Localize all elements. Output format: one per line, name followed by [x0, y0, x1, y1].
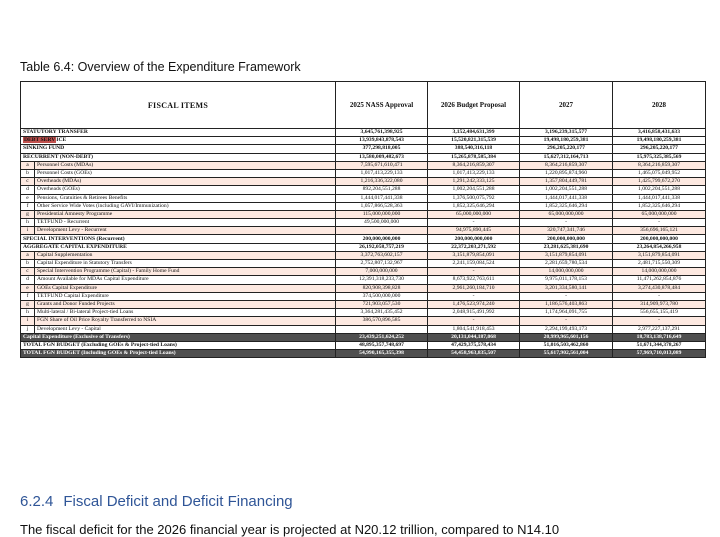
row-value: 892,204,551,288 — [336, 186, 428, 194]
row-label: TETFUND - Recurrent — [35, 219, 336, 227]
row-value: 1,174,964,091,755 — [520, 309, 613, 317]
table-row — [21, 137, 706, 145]
row-code: g — [21, 210, 35, 218]
row-value: 556,655,155,419 — [613, 309, 706, 317]
expenditure-framework-table — [20, 81, 706, 358]
row-label: SPECIAL INTERVENTIONS (Recurrent) — [21, 235, 336, 243]
row-value: 2,048,915,491,992 — [428, 309, 520, 317]
row-value: 7,595,671,610,471 — [336, 161, 428, 169]
row-value: 57,969,710,013,089 — [613, 350, 706, 358]
row-value: 49,500,000,000 — [336, 219, 428, 227]
row-value: 721,903,057,530 — [336, 300, 428, 308]
section-title: Fiscal Deficit and Deficit Financing — [63, 493, 293, 510]
table-row — [21, 169, 706, 177]
row-value: 23,281,625,381,690 — [520, 243, 613, 251]
table-row — [21, 145, 706, 153]
row-value: 23,264,854,266,958 — [613, 243, 706, 251]
row-value: 3,416,858,431,633 — [613, 129, 706, 137]
header-fiscal-items: FISCAL ITEMS — [21, 82, 336, 129]
row-label: Grants and Donor Funded Projects — [35, 300, 336, 308]
row-value: 296,205,220,177 — [613, 145, 706, 153]
section-number: 6.2.4 — [20, 493, 54, 510]
row-value: 314,909,973,780 — [613, 300, 706, 308]
row-label: Overheads (MDAs) — [35, 178, 336, 186]
header-2027: 2027 — [520, 82, 613, 129]
table-row — [21, 300, 706, 308]
row-value: 3,151,879,854,091 — [428, 251, 520, 259]
row-label: Overheads (GOEs) — [35, 186, 336, 194]
row-value: 1,186,576,403,863 — [520, 300, 613, 308]
table-row — [21, 276, 706, 284]
row-value: 1,804,541,918,453 — [428, 325, 520, 333]
row-value: 55,617,902,561,004 — [520, 350, 613, 358]
row-value: - — [428, 268, 520, 276]
row-label: Pensions, Gratuities & Retirees Benefits — [35, 194, 336, 202]
row-value: 356,696,165,121 — [613, 227, 706, 235]
row-value: - — [520, 292, 613, 300]
row-label — [21, 137, 336, 145]
row-value: 3,201,334,580,141 — [520, 284, 613, 292]
row-label: Other Service Wide Votes (including GAVI/Immunization) — [35, 202, 336, 210]
row-value: 18,783,138,716,649 — [613, 333, 706, 341]
row-label: SINKING FUND — [21, 145, 336, 153]
row-value: 12,391,318,233,730 — [336, 276, 428, 284]
row-value: 54,458,963,835,507 — [428, 350, 520, 358]
row-value: 14,000,000,000 — [613, 268, 706, 276]
row-value: 820,908,398,828 — [336, 284, 428, 292]
row-value: 1,852,325,646,294 — [428, 202, 520, 210]
row-value: 1,220,895,874,960 — [520, 169, 613, 177]
row-value: 2,241,159,084,524 — [428, 260, 520, 268]
row-code: c — [21, 268, 35, 276]
row-value: 8,673,922,763,611 — [428, 276, 520, 284]
row-code: i — [21, 317, 35, 325]
row-value: 8,364,216,859,307 — [428, 161, 520, 169]
row-value: 22,372,203,271,592 — [428, 243, 520, 251]
row-value: 3,151,879,854,091 — [520, 251, 613, 259]
table-row — [21, 341, 706, 349]
row-value: 1,425,799,672,270 — [613, 178, 706, 186]
row-value: 15,627,312,164,713 — [520, 153, 613, 161]
row-value: 3,364,281,435,452 — [336, 309, 428, 317]
row-value: 15,520,821,315,539 — [428, 137, 520, 145]
table-row — [21, 129, 706, 137]
row-value: - — [428, 292, 520, 300]
row-value: 19,498,180,259,381 — [520, 137, 613, 145]
row-code: i — [21, 227, 35, 235]
row-value: 377,298,818,005 — [336, 145, 428, 153]
row-value: 200,000,000,000 — [520, 235, 613, 243]
row-value: 47,429,375,578,434 — [428, 341, 520, 349]
row-value: 1,465,075,049,952 — [613, 169, 706, 177]
row-value: - — [613, 317, 706, 325]
row-value: - — [613, 219, 706, 227]
row-value: 1,002,204,551,288 — [613, 186, 706, 194]
table-caption: Table 6.4: Overview of the Expenditure Framework — [20, 60, 301, 74]
expenditure-table-container — [20, 81, 705, 358]
row-code: h — [21, 219, 35, 227]
row-code: d — [21, 276, 35, 284]
row-label: RECURRENT (NON-DEBT) — [21, 153, 336, 161]
row-value: 1,357,804,449,781 — [520, 178, 613, 186]
table-row — [21, 210, 706, 218]
row-code: b — [21, 169, 35, 177]
row-code: a — [21, 161, 35, 169]
row-value: 13,580,009,482,673 — [336, 153, 428, 161]
row-label: Capital Supplementation — [35, 251, 336, 259]
row-value: 374,500,000,000 — [336, 292, 428, 300]
row-value: 296,205,220,177 — [520, 145, 613, 153]
row-value: 1,017,413,229,133 — [336, 169, 428, 177]
row-label: AGGREGATE CAPITAL EXPENDITURE — [21, 243, 336, 251]
header-2025-nass: 2025 NASS Approval — [336, 82, 428, 129]
row-value: 20,999,965,601,156 — [520, 333, 613, 341]
table-row — [21, 260, 706, 268]
row-value: 13,939,843,878,543 — [336, 137, 428, 145]
table-row — [21, 202, 706, 210]
table-row — [21, 235, 706, 243]
row-label: Capital Expenditure (Exclusive of Transfers) — [21, 333, 336, 341]
header-2026-budget: 2026 Budget Proposal — [428, 82, 520, 129]
row-value: 1,444,017,441,338 — [336, 194, 428, 202]
row-code: d — [21, 186, 35, 194]
highlighted-text: DEBT SERV — [24, 137, 56, 144]
row-value: 3,151,879,854,091 — [613, 251, 706, 259]
row-label: Development Levy - Capital — [35, 325, 336, 333]
row-value: - — [520, 219, 613, 227]
row-value: 3,196,239,315,577 — [520, 129, 613, 137]
table-body — [21, 129, 706, 358]
row-value: 15,265,878,585,384 — [428, 153, 520, 161]
body-paragraph: The fiscal deficit for the 2026 financial year is projected at N20.12 trillion, compared to N14.10 — [20, 522, 560, 537]
row-value: 65,000,000,000 — [613, 210, 706, 218]
table-row — [21, 219, 706, 227]
row-value: 20,131,044,187,068 — [428, 333, 520, 341]
row-value: 8,364,216,859,307 — [520, 161, 613, 169]
row-value: 1,476,523,974,240 — [428, 300, 520, 308]
row-label: Multi-lateral / Bi-lateral Project-tied Loans — [35, 309, 336, 317]
row-value: 3,645,761,398,925 — [336, 129, 428, 137]
row-value: 9,975,011,178,153 — [520, 276, 613, 284]
row-value: - — [520, 317, 613, 325]
table-row — [21, 309, 706, 317]
row-value: 2,752,807,132,967 — [336, 260, 428, 268]
row-code: a — [21, 251, 35, 259]
row-value: 51,671,344,378,267 — [613, 341, 706, 349]
row-code: e — [21, 284, 35, 292]
row-value: 1,002,204,551,288 — [428, 186, 520, 194]
row-label: STATUTORY TRANSFER — [21, 129, 336, 137]
table-row — [21, 350, 706, 358]
table-row — [21, 325, 706, 333]
row-label: TOTAL FGN BUDGET (Excluding GOEs & Project-tied Loans) — [21, 341, 336, 349]
row-label: Presidential Amnesty Programme — [35, 210, 336, 218]
row-value — [336, 227, 428, 235]
row-value: 2,281,659,780,534 — [520, 260, 613, 268]
row-value: 65,000,000,000 — [520, 210, 613, 218]
row-value: 54,990,165,355,398 — [336, 350, 428, 358]
header-2028: 2028 — [613, 82, 706, 129]
row-code: f — [21, 292, 35, 300]
table-row — [21, 333, 706, 341]
row-value: 3,274,430,878,484 — [613, 284, 706, 292]
row-value: 1,291,242,333,125 — [428, 178, 520, 186]
row-value: 2,977,227,137,291 — [613, 325, 706, 333]
row-value: 7,000,000,000 — [336, 268, 428, 276]
row-value: 1,444,017,441,338 — [613, 194, 706, 202]
row-value: 1,852,325,646,294 — [520, 202, 613, 210]
row-value: 388,540,316,118 — [428, 145, 520, 153]
table-row — [21, 292, 706, 300]
row-value: 2,961,260,184,710 — [428, 284, 520, 292]
row-value: 14,000,000,000 — [520, 268, 613, 276]
table-row — [21, 268, 706, 276]
row-value: 3,152,484,631,399 — [428, 129, 520, 137]
row-code: c — [21, 178, 35, 186]
table-row — [21, 153, 706, 161]
row-value: 8,364,216,859,307 — [613, 161, 706, 169]
row-value: 1,057,866,528,363 — [336, 202, 428, 210]
row-value: 48,895,357,748,697 — [336, 341, 428, 349]
row-value: 15,975,325,385,569 — [613, 153, 706, 161]
row-code: j — [21, 325, 35, 333]
row-value: 1,002,204,551,288 — [520, 186, 613, 194]
row-value: 26,192,058,757,219 — [336, 243, 428, 251]
row-value: 200,000,000,000 — [428, 235, 520, 243]
row-value: - — [613, 292, 706, 300]
row-value: - — [428, 317, 520, 325]
row-value: 19,498,180,259,381 — [613, 137, 706, 145]
table-row — [21, 251, 706, 259]
table-row — [21, 243, 706, 251]
row-label: GOEs Capital Expenditure — [35, 284, 336, 292]
row-code: h — [21, 309, 35, 317]
row-label: TETFUND Capital Expenditure — [35, 292, 336, 300]
row-value: 23,439,251,624,252 — [336, 333, 428, 341]
row-code: f — [21, 202, 35, 210]
row-value: 1,017,413,229,133 — [428, 169, 520, 177]
row-label-rest: ICE — [56, 137, 67, 144]
table-header-row — [21, 82, 706, 129]
row-label: Capital Expenditure in Statutory Transfers — [35, 260, 336, 268]
section-heading — [20, 493, 293, 510]
row-value: 200,000,000,000 — [613, 235, 706, 243]
row-value: 3,372,763,602,157 — [336, 251, 428, 259]
row-value: - — [428, 219, 520, 227]
row-value: 320,747,341,746 — [520, 227, 613, 235]
row-code: b — [21, 260, 35, 268]
row-value: 1,444,017,441,338 — [520, 194, 613, 202]
row-value: 51,016,503,462,860 — [520, 341, 613, 349]
row-label: Special Intervention Programme (Capital) - Family Home Fund — [35, 268, 336, 276]
table-row — [21, 284, 706, 292]
row-value: 11,471,262,854,876 — [613, 276, 706, 284]
row-value: 1,216,336,322,080 — [336, 178, 428, 186]
table-row — [21, 317, 706, 325]
row-value: 2,481,715,550,309 — [613, 260, 706, 268]
table-row — [21, 227, 706, 235]
table-row — [21, 186, 706, 194]
row-code: g — [21, 300, 35, 308]
row-code: e — [21, 194, 35, 202]
row-value: 94,975,890,445 — [428, 227, 520, 235]
row-value: 386,570,896,585 — [336, 317, 428, 325]
row-value: 200,000,000,000 — [336, 235, 428, 243]
table-row — [21, 161, 706, 169]
row-value: 65,000,000,000 — [428, 210, 520, 218]
row-label: Development Levy - Recurrent — [35, 227, 336, 235]
row-label: FGN Share of Oil Price Royalty Transferred to NSIA — [35, 317, 336, 325]
row-label: Personnel Costs (GOEs) — [35, 169, 336, 177]
row-label: Amount Available for MDAs Capital Expenditure — [35, 276, 336, 284]
row-value: 1,376,500,075,792 — [428, 194, 520, 202]
table-row — [21, 194, 706, 202]
table-row — [21, 178, 706, 186]
row-label: TOTAL FGN BUDGET (Including GOEs & Project-tied Loans) — [21, 350, 336, 358]
row-label: Personnel Costs (MDAs) — [35, 161, 336, 169]
row-value: 1,852,325,646,294 — [613, 202, 706, 210]
row-value — [336, 325, 428, 333]
row-value: 2,294,199,493,173 — [520, 325, 613, 333]
row-value: 115,000,000,000 — [336, 210, 428, 218]
